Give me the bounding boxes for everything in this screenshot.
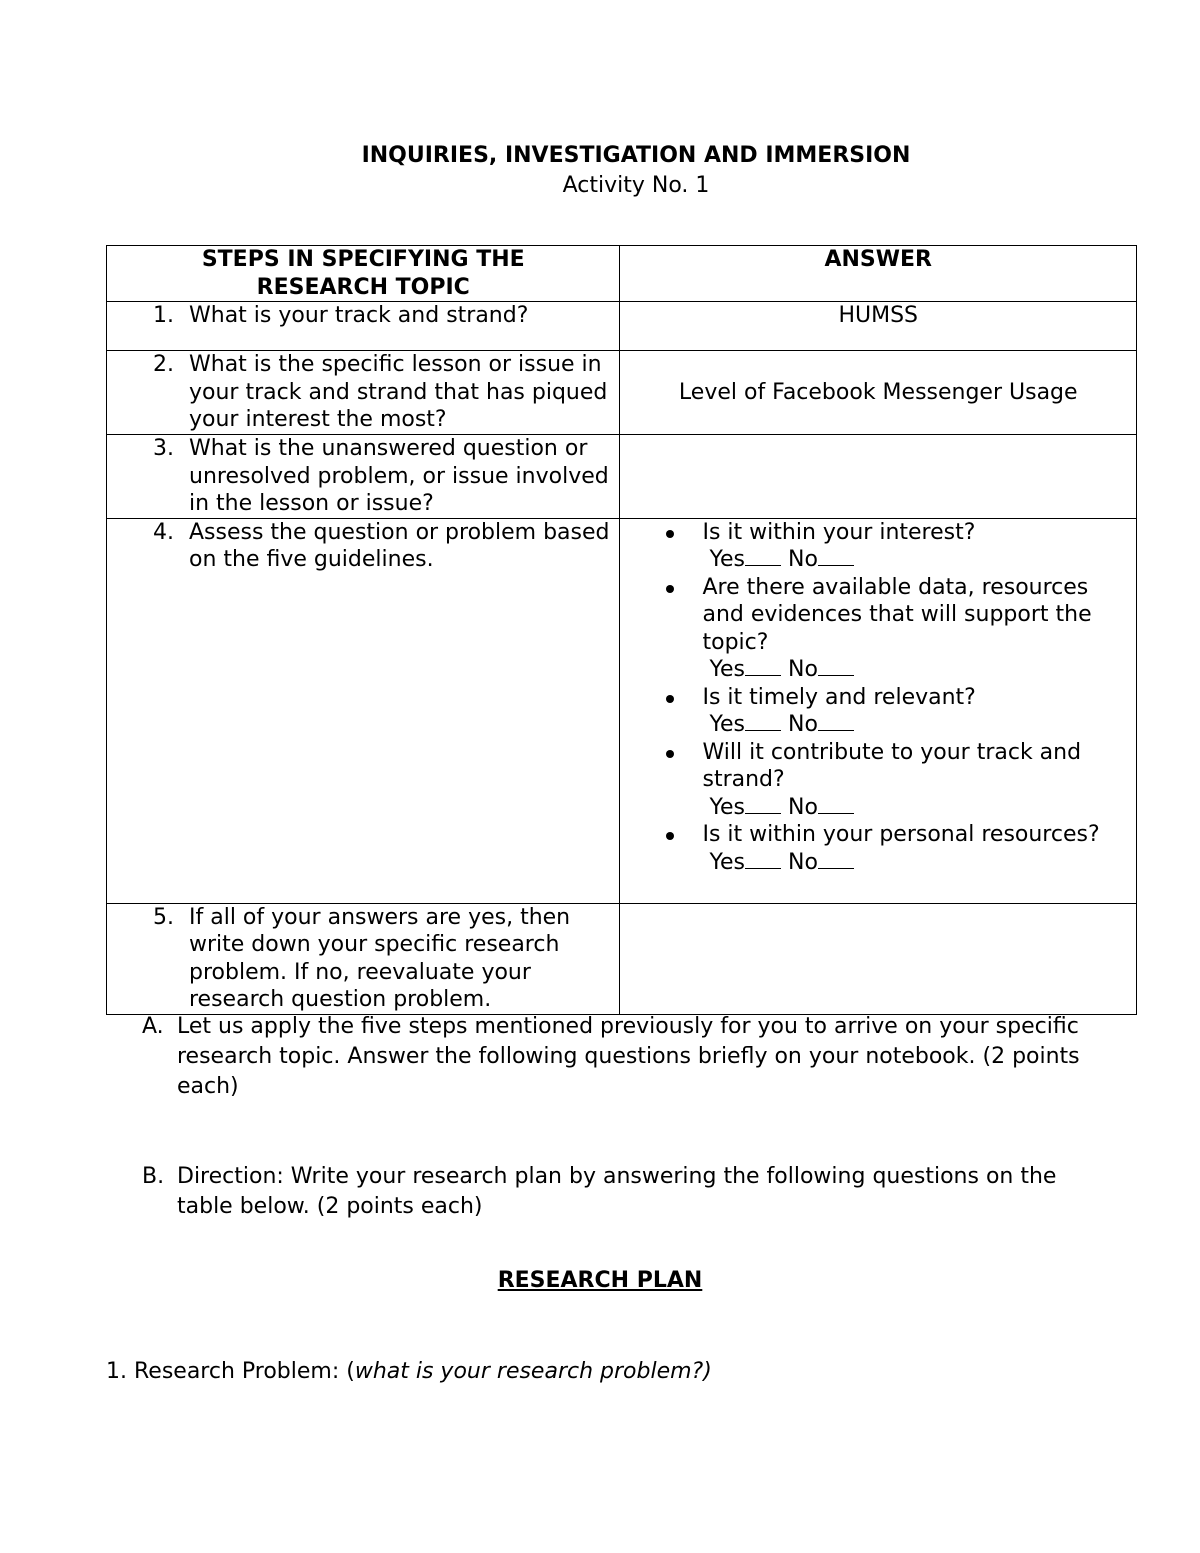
guideline-text: Is it within your personal resources? xyxy=(702,822,1100,847)
instruction-text: Direction: Write your research plan by answering the following questions on the table below. (2 points each) xyxy=(177,1164,1057,1219)
steps-table xyxy=(106,245,1137,1015)
bullet-icon xyxy=(666,695,674,703)
steps-column-header xyxy=(107,246,620,302)
step-text: What is the specific lesson or issue in your track and strand that has piqued your interest the most? xyxy=(189,352,608,432)
answer-cell xyxy=(620,903,1137,1014)
instruction-letter: B. xyxy=(142,1164,165,1189)
step-number: 5. xyxy=(153,904,174,930)
no-blank[interactable] xyxy=(818,657,854,676)
guideline-item xyxy=(702,574,1136,684)
step-number: 1. xyxy=(153,303,174,328)
bullet-icon xyxy=(666,832,674,840)
yes-no-line xyxy=(702,546,1136,574)
item-prompt: what is your research problem?) xyxy=(354,1359,712,1384)
activity-number: Activity No. 1 xyxy=(562,173,710,198)
yes-blank[interactable] xyxy=(745,850,781,869)
research-plan-heading: RESEARCH PLAN xyxy=(497,1268,703,1293)
yes-blank[interactable] xyxy=(745,795,781,814)
guideline-text: Are there available data, resources and evidences that will support the topic? xyxy=(702,574,1092,655)
research-problem-item xyxy=(106,1358,712,1386)
no-blank[interactable] xyxy=(818,712,854,731)
step-number: 3. xyxy=(153,436,174,461)
step-text: Assess the question or problem based on the five guidelines. xyxy=(189,519,610,572)
item-label: 1. Research Problem: ( xyxy=(106,1359,355,1384)
step-number: 4. xyxy=(153,519,174,545)
steps-header-line2: RESEARCH TOPIC xyxy=(256,274,470,300)
no-label: No xyxy=(788,657,818,682)
bullet-icon xyxy=(666,585,674,593)
section-title xyxy=(0,1267,1200,1295)
document-title: INQUIRIES, INVESTIGATION AND IMMERSION xyxy=(361,143,911,168)
guidelines-cell xyxy=(620,518,1137,903)
step-question xyxy=(107,518,620,903)
no-label: No xyxy=(788,794,818,820)
guidelines-list xyxy=(620,519,1136,877)
step-question xyxy=(107,302,620,351)
instruction-b xyxy=(142,1162,1082,1222)
step-text: If all of your answers are yes, then write down your specific research problem. If no, reevaluate your research question problem. xyxy=(189,904,571,1012)
no-label: No xyxy=(788,712,818,737)
no-blank[interactable] xyxy=(818,547,854,566)
step-number: 2. xyxy=(153,352,174,377)
yes-blank[interactable] xyxy=(745,547,781,566)
no-label: No xyxy=(788,849,818,875)
yes-label: Yes xyxy=(709,547,745,572)
guideline-item xyxy=(702,821,1136,876)
table-row xyxy=(107,435,1137,519)
no-label: No xyxy=(788,547,818,572)
answer-column-header: ANSWER xyxy=(620,246,1137,302)
yes-label: Yes xyxy=(709,794,745,820)
yes-no-line xyxy=(702,656,1136,684)
step-question xyxy=(107,351,620,435)
no-blank[interactable] xyxy=(818,850,854,869)
guideline-item xyxy=(702,739,1136,822)
yes-no-line xyxy=(702,794,1136,822)
guideline-item xyxy=(702,684,1136,739)
yes-blank[interactable] xyxy=(745,712,781,731)
answer-cell xyxy=(620,435,1137,519)
yes-no-line xyxy=(702,849,1136,877)
no-blank[interactable] xyxy=(818,795,854,814)
yes-no-line xyxy=(702,711,1136,739)
bullet-icon xyxy=(666,750,674,758)
yes-label: Yes xyxy=(709,849,745,875)
step-text: What is the unanswered question or unresolved problem, or issue involved in the lesson or issue? xyxy=(189,436,609,516)
step-text: What is your track and strand? xyxy=(189,303,529,328)
step-question xyxy=(107,903,620,1014)
guideline-text: Will it contribute to your track and strand? xyxy=(702,739,1082,792)
yes-label: Yes xyxy=(709,657,745,682)
table-row xyxy=(107,351,1137,435)
answer-cell: Level of Facebook Messenger Usage xyxy=(620,351,1137,435)
answer-cell: HUMSS xyxy=(620,302,1137,351)
table-row xyxy=(107,302,1137,351)
instruction-a xyxy=(142,1012,1082,1102)
bullet-icon xyxy=(666,530,674,538)
yes-label: Yes xyxy=(709,712,745,737)
instruction-letter: A. xyxy=(142,1014,164,1039)
guideline-text: Is it within your interest? xyxy=(702,519,976,545)
table-row xyxy=(107,903,1137,1014)
table-header-row xyxy=(107,246,1137,302)
guideline-item xyxy=(702,519,1136,574)
instruction-text: Let us apply the five steps mentioned previously for you to arrive on your specific research topic. Answer the following questions briefly on your notebook. (2 points each) xyxy=(177,1014,1080,1099)
guideline-text: Is it timely and relevant? xyxy=(702,684,976,710)
step-question xyxy=(107,435,620,519)
steps-header-line1: STEPS IN SPECIFYING THE xyxy=(201,247,525,272)
yes-blank[interactable] xyxy=(745,657,781,676)
table-row xyxy=(107,518,1137,903)
